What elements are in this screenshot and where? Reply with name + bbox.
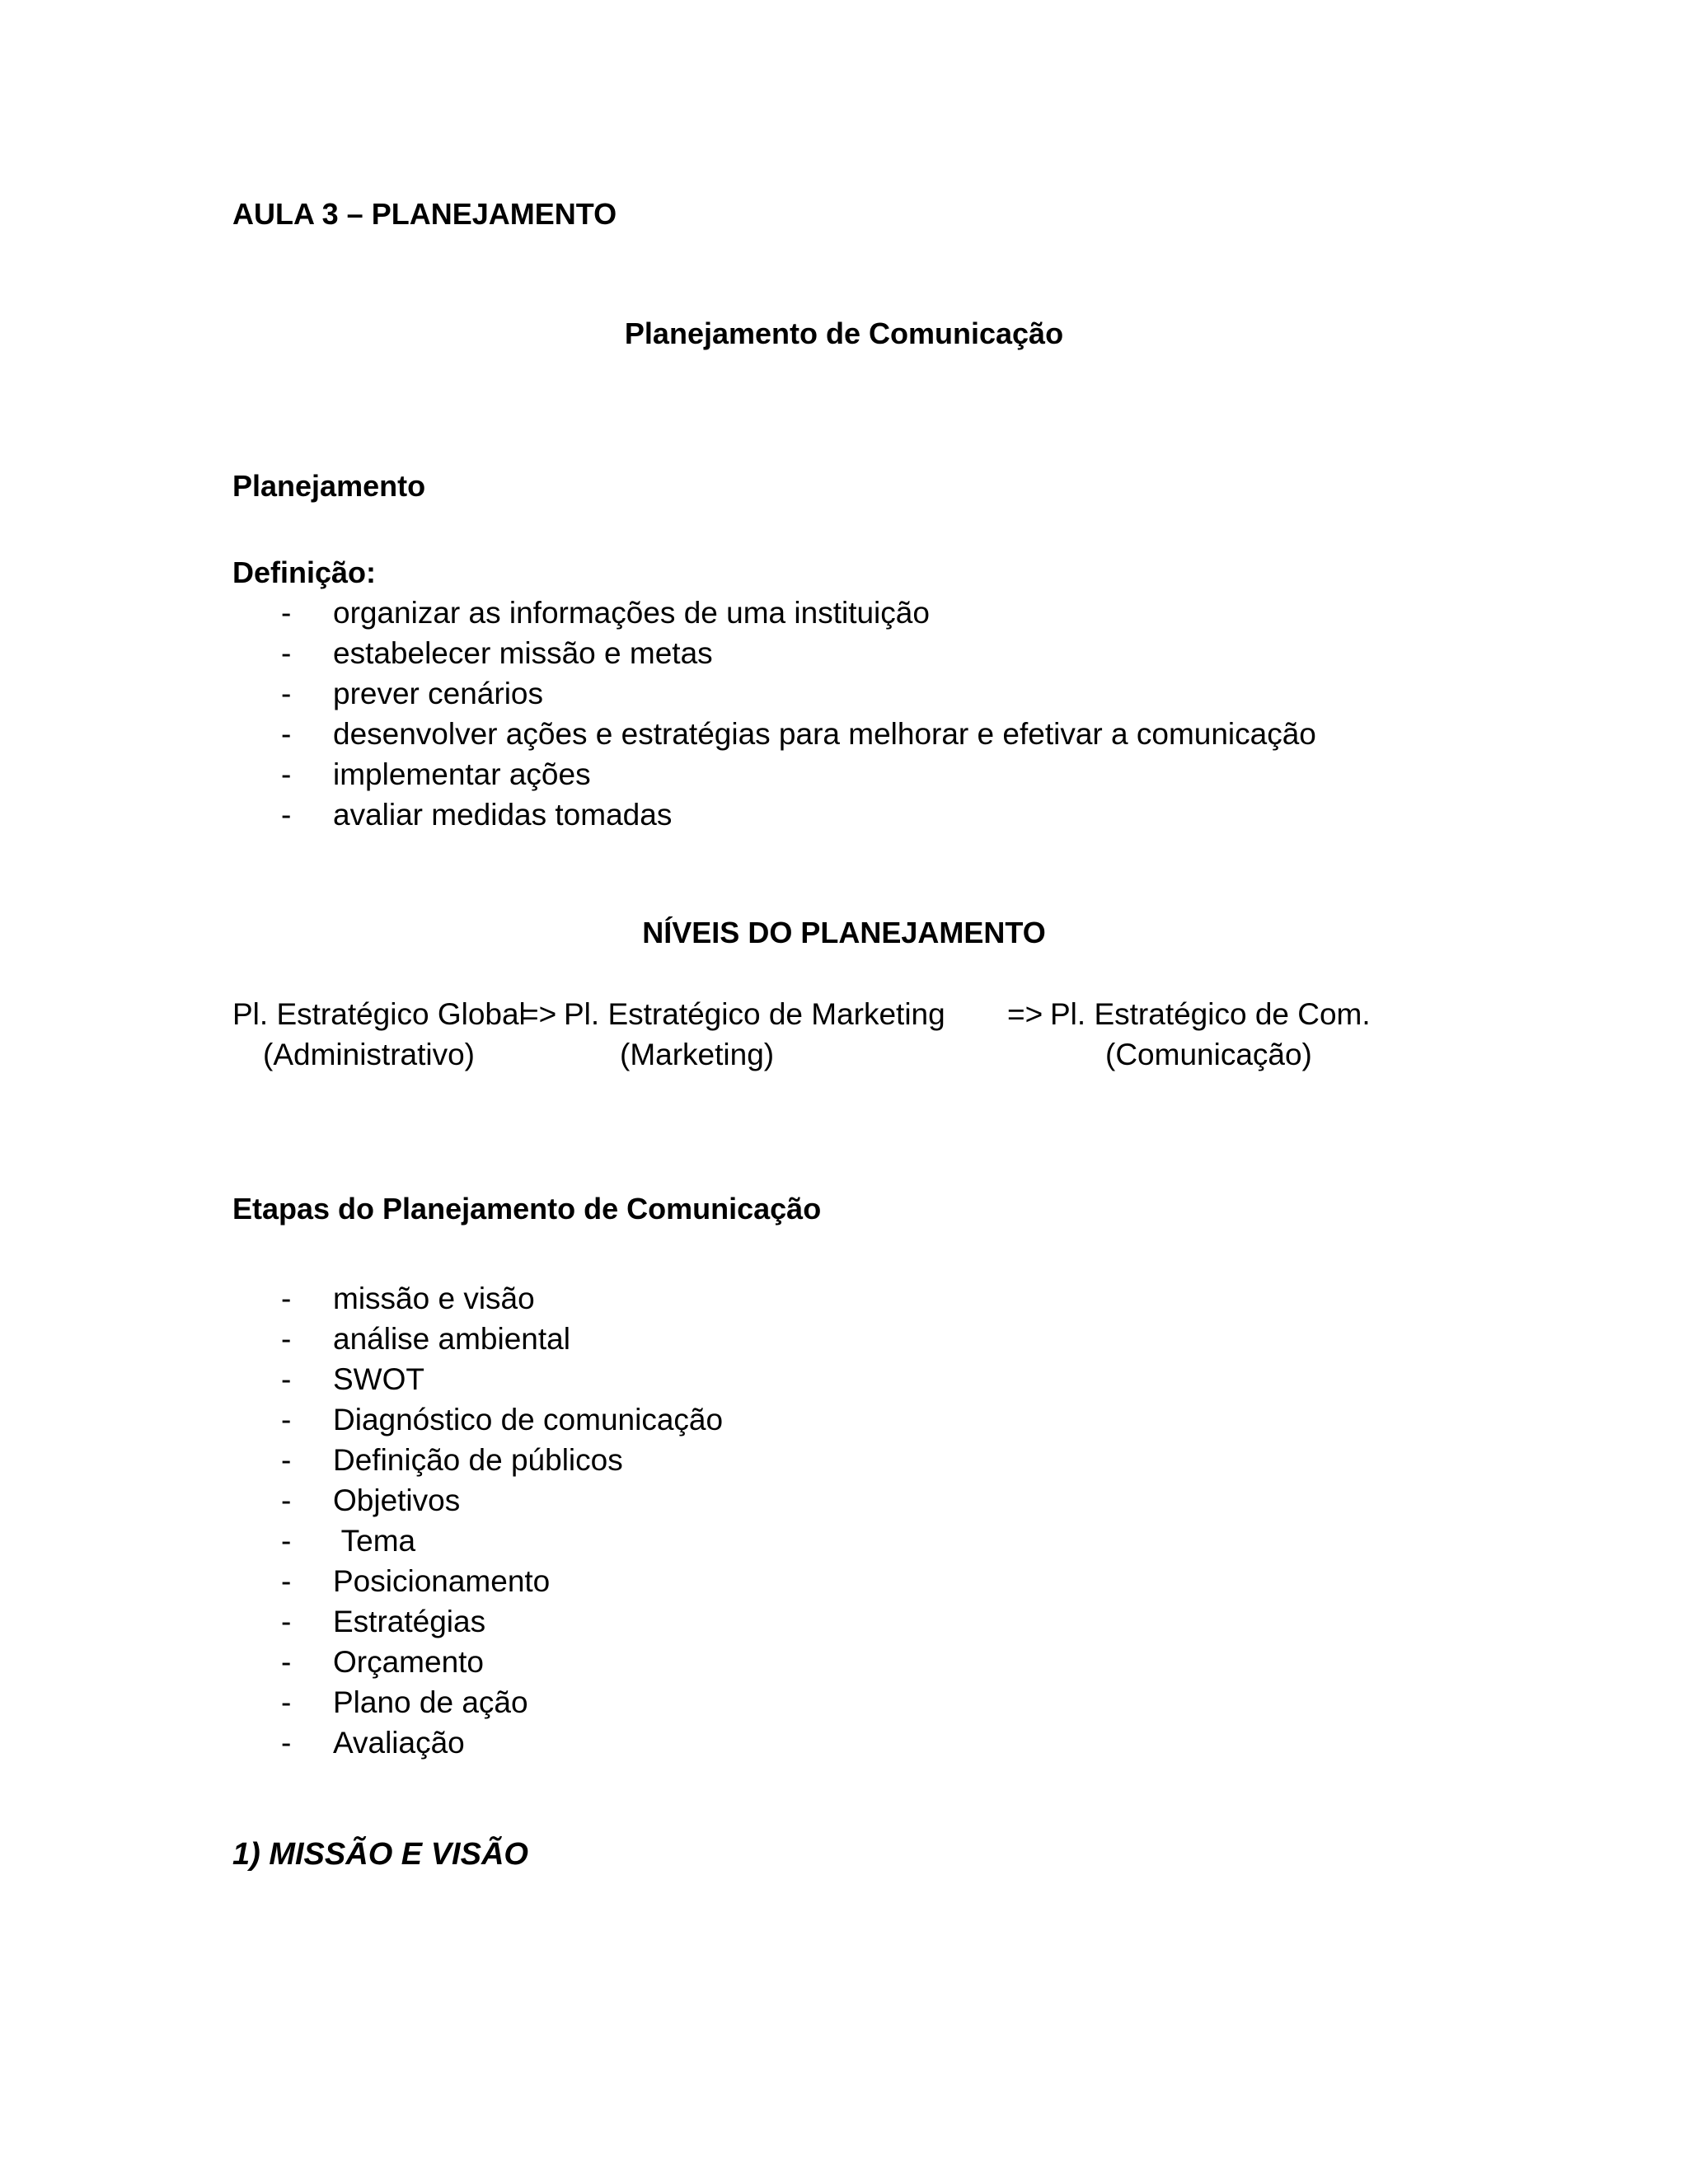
list-item-text: Avaliação xyxy=(333,1726,465,1760)
bullet-dash: - xyxy=(281,757,292,791)
bullet-dash: - xyxy=(281,717,292,751)
bullet-dash: - xyxy=(281,1605,292,1638)
bullet-dash: - xyxy=(281,1362,292,1396)
list-item-text: prever cenários xyxy=(333,677,544,710)
nivel-global: Pl. Estratégico Global xyxy=(232,997,526,1031)
list-item-text: Estratégias xyxy=(333,1605,486,1638)
bullet-dash: - xyxy=(281,1443,292,1477)
main-title: Planejamento de Comunicação xyxy=(624,316,1064,350)
bullet-dash: - xyxy=(281,1524,292,1558)
bullet-dash: - xyxy=(281,1685,292,1719)
bullet-dash: - xyxy=(281,1403,292,1436)
list-item-text: Plano de ação xyxy=(333,1685,528,1719)
list-item-text: missão e visão xyxy=(333,1282,535,1315)
list-item-text: avaliar medidas tomadas xyxy=(333,798,673,832)
bullet-dash: - xyxy=(281,798,292,832)
definicao-label: Definição: xyxy=(232,555,377,589)
bullet-dash: - xyxy=(281,1564,292,1598)
bullet-dash: - xyxy=(281,1483,292,1517)
niveis-title: NÍVEIS DO PLANEJAMENTO xyxy=(642,916,1046,949)
nivel-comunicacao-sub: (Comunicação) xyxy=(1105,1038,1312,1071)
list-item-text: análise ambiental xyxy=(333,1322,570,1356)
list-item-text: Definição de públicos xyxy=(333,1443,623,1477)
bullet-dash: - xyxy=(281,596,292,630)
list-item-text: Tema xyxy=(333,1524,416,1558)
list-item-text: SWOT xyxy=(333,1362,424,1396)
section-heading-planejamento: Planejamento xyxy=(232,469,426,503)
nivel-comunicacao: Pl. Estratégico de Com. xyxy=(1050,997,1371,1031)
section-1-title: 1) MISSÃO E VISÃO xyxy=(232,1837,528,1872)
list-item-text: organizar as informações de uma instituição xyxy=(333,596,930,630)
bullet-dash: - xyxy=(281,1726,292,1760)
bullet-dash: - xyxy=(281,636,292,670)
etapas-title: Etapas do Planejamento de Comunicação xyxy=(232,1192,822,1226)
lesson-title: AULA 3 – PLANEJAMENTO xyxy=(232,197,617,231)
bullet-dash: - xyxy=(281,677,292,710)
nivel-marketing-sub: (Marketing) xyxy=(620,1038,775,1071)
list-item-text: desenvolver ações e estratégias para melhorar e efetivar a comunicação xyxy=(333,717,1316,751)
nivel-arrow-1: => xyxy=(521,997,557,1031)
list-item-text: Objetivos xyxy=(333,1483,461,1517)
bullet-dash: - xyxy=(281,1282,292,1315)
bullet-dash: - xyxy=(281,1322,292,1356)
nivel-global-sub: (Administrativo) xyxy=(263,1038,475,1071)
bullet-dash: - xyxy=(281,1645,292,1679)
list-item-text: Diagnóstico de comunicação xyxy=(333,1403,724,1436)
list-item-text: implementar ações xyxy=(333,757,591,791)
list-item-text: Posicionamento xyxy=(333,1564,551,1598)
list-item-text: estabelecer missão e metas xyxy=(333,636,713,670)
list-item-text: Orçamento xyxy=(333,1645,485,1679)
nivel-marketing: Pl. Estratégico de Marketing xyxy=(564,997,945,1031)
nivel-arrow-2: => xyxy=(1007,997,1043,1031)
